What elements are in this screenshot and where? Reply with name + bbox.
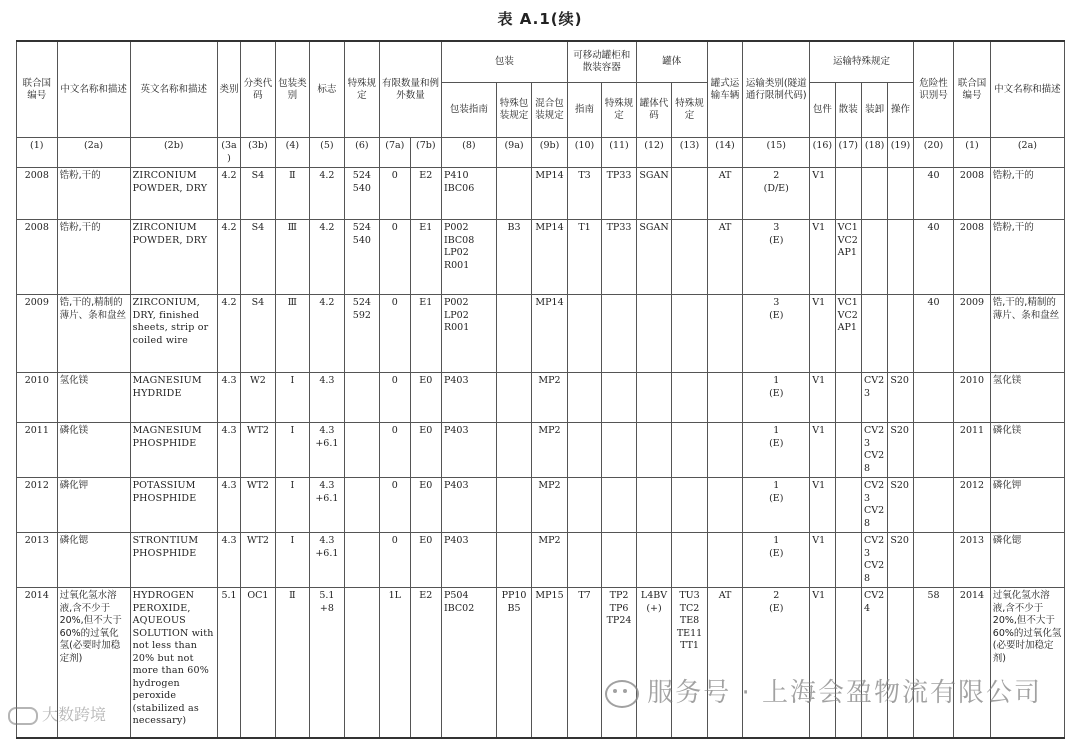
cell-v: V1 <box>810 478 835 533</box>
cell-cat <box>743 220 810 295</box>
cell-label: 4.3 +6.1 <box>310 533 344 588</box>
cell-cat <box>743 168 810 220</box>
cell-ti <box>567 295 601 373</box>
column-number: (8) <box>441 138 496 168</box>
header-cn-name: 中文名称和描述 <box>57 41 130 138</box>
cell-cv: CV23 CV28 <box>861 478 887 533</box>
table-row <box>17 423 1065 478</box>
cell-s: S20 <box>888 478 913 533</box>
column-number: (13) <box>672 138 708 168</box>
cell-eq: E1 <box>410 295 441 373</box>
cell-code: S4 <box>241 220 275 295</box>
header-class: 类别 <box>217 41 240 138</box>
transport-category: 1 <box>773 375 780 386</box>
cell-sp <box>344 423 380 478</box>
cell-en: POTASSIUM PHOSPHIDE <box>130 478 217 533</box>
header-portable-tanks: 可移动罐柜和散装容器 <box>567 41 636 83</box>
cell-tcs <box>672 373 708 423</box>
cell-cn: 磷化钾 <box>57 478 130 533</box>
header-transport-category: 运输类别(隧道通行限制代码) <box>743 41 810 138</box>
cell-cls: 4.2 <box>217 168 240 220</box>
cell-pi: P403 <box>441 423 496 478</box>
cell-ti <box>567 423 601 478</box>
cell-mix: MP14 <box>532 220 568 295</box>
cell-pi: P410 IBC06 <box>441 168 496 220</box>
cell-un2: 2011 <box>954 423 991 478</box>
cell-tsp <box>602 295 637 373</box>
cell-eq: E0 <box>410 373 441 423</box>
table-row <box>17 478 1065 533</box>
cell-tcs <box>672 423 708 478</box>
column-number: (5) <box>310 138 344 168</box>
cell-s <box>888 220 913 295</box>
cell-un2: 2013 <box>954 533 991 588</box>
cell-cn: 磷化锶 <box>57 533 130 588</box>
transport-category: 2 <box>773 590 780 601</box>
column-number: (17) <box>835 138 861 168</box>
header-label: 标志 <box>310 41 344 138</box>
cell-vc <box>835 373 861 423</box>
tunnel-code: (E) <box>769 309 784 321</box>
cell-v: V1 <box>810 220 835 295</box>
cell-s: S20 <box>888 373 913 423</box>
cell-en: ZIRCONIUM POWDER, DRY <box>130 168 217 220</box>
cell-tsp: TP33 <box>602 220 637 295</box>
cell-lq: 0 <box>380 295 410 373</box>
cell-tcs <box>672 168 708 220</box>
table-row <box>17 533 1065 588</box>
header-packaging: 包装 <box>441 41 567 83</box>
cell-en: ZIRCONIUM, DRY, finished sheets, strip or coiled wire <box>130 295 217 373</box>
cell-s <box>888 588 913 738</box>
cell-label: 4.2 <box>310 168 344 220</box>
wechat-icon <box>605 680 639 708</box>
cell-en: STRONTIUM PHOSPHIDE <box>130 533 217 588</box>
cell-lq: 0 <box>380 220 410 295</box>
cell-cv: CV23 <box>861 373 887 423</box>
cell-sp: 524 592 <box>344 295 380 373</box>
tunnel-code: (E) <box>769 387 784 399</box>
table-title: 表 A.1(续) <box>497 10 583 28</box>
cell-un2: 2009 <box>954 295 991 373</box>
cell-cn2: 氢化镁 <box>990 373 1064 423</box>
header-pack-instruction: 包装指南 <box>441 83 496 138</box>
cell-v: V1 <box>810 373 835 423</box>
cell-cls: 4.3 <box>217 373 240 423</box>
cell-lq: 0 <box>380 373 410 423</box>
cell-eq: E2 <box>410 168 441 220</box>
cell-cn: 锆,干的,精制的薄片、条和盘丝 <box>57 295 130 373</box>
tunnel-code: (E) <box>769 492 784 504</box>
cell-hid: 58 <box>913 588 954 738</box>
cell-psp <box>496 373 532 423</box>
cell-v: V1 <box>810 588 835 738</box>
cell-vc: VC1 VC2 AP1 <box>835 295 861 373</box>
cell-cn: 过氧化氢水溶液,含不少于20%,但不大于60%的过氧化氢(必要时加稳定剂) <box>57 588 130 738</box>
cell-un2: 2008 <box>954 220 991 295</box>
cell-cv <box>861 220 887 295</box>
cell-tcs <box>672 533 708 588</box>
header-transport-special: 运输特殊规定 <box>810 41 913 83</box>
cell-cv <box>861 168 887 220</box>
header-operation: 操作 <box>888 83 913 138</box>
cell-lq: 0 <box>380 168 410 220</box>
transport-category: 1 <box>773 425 780 436</box>
cell-hid: 40 <box>913 168 954 220</box>
cell-tc <box>636 295 672 373</box>
cell-en: MAGNESIUM PHOSPHIDE <box>130 423 217 478</box>
table-row <box>17 588 1065 738</box>
cell-code: WT2 <box>241 533 275 588</box>
cell-lq: 0 <box>380 423 410 478</box>
cell-ti: T3 <box>567 168 601 220</box>
column-number: (4) <box>275 138 309 168</box>
cell-veh <box>707 533 743 588</box>
cell-veh <box>707 295 743 373</box>
cell-mix: MP2 <box>532 478 568 533</box>
header-cn-name-right: 中文名称和描述 <box>990 41 1064 138</box>
cell-veh <box>707 373 743 423</box>
header-tank-special: 特殊规定 <box>672 83 708 138</box>
header-special-provisions: 特殊规定 <box>344 41 380 138</box>
logo-icon <box>8 707 38 725</box>
column-number: (10) <box>567 138 601 168</box>
cell-tsp <box>602 423 637 478</box>
cell-pg: Ⅰ <box>275 533 309 588</box>
cell-psp <box>496 168 532 220</box>
cell-vc <box>835 478 861 533</box>
cell-en: HYDROGEN PEROXIDE, AQUEOUS SOLUTION with not less than 20% but not more than 60% hydrogen peroxide (stabilized as necessary) <box>130 588 217 738</box>
cell-code: W2 <box>241 373 275 423</box>
cell-tc <box>636 533 672 588</box>
cell-hid: 40 <box>913 220 954 295</box>
cell-pg: Ⅱ <box>275 588 309 738</box>
cell-sp: 524 540 <box>344 168 380 220</box>
cell-tsp <box>602 373 637 423</box>
cell-mix: MP2 <box>532 423 568 478</box>
cell-pg: Ⅰ <box>275 423 309 478</box>
watermark-logo <box>8 702 106 725</box>
cell-label: 4.3 +6.1 <box>310 478 344 533</box>
cell-un2: 2008 <box>954 168 991 220</box>
tunnel-code: (E) <box>769 547 784 559</box>
cell-tc <box>636 373 672 423</box>
dangerous-goods-table <box>16 40 1065 739</box>
transport-category: 1 <box>773 480 780 491</box>
header-packages: 包件 <box>810 83 835 138</box>
cell-un: 2008 <box>17 168 58 220</box>
table-row <box>17 220 1065 295</box>
cell-psp <box>496 533 532 588</box>
cell-s: S20 <box>888 533 913 588</box>
cell-sp: 524 540 <box>344 220 380 295</box>
cell-psp: B3 <box>496 220 532 295</box>
cell-vc <box>835 588 861 738</box>
cell-s: S20 <box>888 423 913 478</box>
header-tank-code: 罐体代码 <box>636 83 672 138</box>
cell-en: MAGNESIUM HYDRIDE <box>130 373 217 423</box>
cell-cn: 锆粉,干的 <box>57 168 130 220</box>
header-portable-instruction: 指南 <box>567 83 601 138</box>
cell-eq: E0 <box>410 423 441 478</box>
cell-vc <box>835 423 861 478</box>
cell-pi: P403 <box>441 533 496 588</box>
column-number: (3a) <box>217 138 240 168</box>
cell-s <box>888 295 913 373</box>
header-en-name: 英文名称和描述 <box>130 41 217 138</box>
cell-hid <box>913 373 954 423</box>
column-number: (6) <box>344 138 380 168</box>
cell-pg: Ⅲ <box>275 220 309 295</box>
cell-pg: Ⅰ <box>275 478 309 533</box>
cell-tsp <box>602 478 637 533</box>
cell-pg: Ⅱ <box>275 168 309 220</box>
cell-code: WT2 <box>241 478 275 533</box>
column-number: (3b) <box>241 138 275 168</box>
table-row <box>17 373 1065 423</box>
cell-pg: Ⅲ <box>275 295 309 373</box>
cell-hid <box>913 478 954 533</box>
cell-pi: P403 <box>441 478 496 533</box>
header-portable-special: 特殊规定 <box>602 83 637 138</box>
cell-lq: 1L <box>380 588 410 738</box>
header-mixed-packing: 混合包装规定 <box>532 83 568 138</box>
tunnel-code: (E) <box>769 437 784 449</box>
cell-tcs <box>672 478 708 533</box>
header-class-code: 分类代码 <box>241 41 275 138</box>
header-tank: 罐体 <box>636 41 707 83</box>
cell-veh: AT <box>707 220 743 295</box>
cell-pi: P002 LP02 R001 <box>441 295 496 373</box>
cell-hid: 40 <box>913 295 954 373</box>
cell-tc <box>636 478 672 533</box>
cell-cat <box>743 373 810 423</box>
cell-v: V1 <box>810 423 835 478</box>
cell-eq: E1 <box>410 220 441 295</box>
column-number: (7a) <box>380 138 410 168</box>
column-number: (16) <box>810 138 835 168</box>
column-number: (12) <box>636 138 672 168</box>
column-number: (2a) <box>57 138 130 168</box>
cell-cat <box>743 533 810 588</box>
cell-cn: 磷化镁 <box>57 423 130 478</box>
cell-cn2: 锆粉,干的 <box>990 220 1064 295</box>
cell-mix: MP15 <box>532 588 568 738</box>
cell-tcs: TU3 TC2 TE8 TE11 TT1 <box>672 588 708 738</box>
cell-veh <box>707 423 743 478</box>
transport-category: 2 <box>773 170 780 181</box>
tunnel-code: (E) <box>769 234 784 246</box>
cell-vc <box>835 533 861 588</box>
cell-ti <box>567 478 601 533</box>
cell-v: V1 <box>810 168 835 220</box>
cell-mix: MP14 <box>532 168 568 220</box>
cell-pi: P002 IBC08 LP02 R001 <box>441 220 496 295</box>
column-number: (9b) <box>532 138 568 168</box>
cell-ti <box>567 533 601 588</box>
transport-category: 3 <box>773 297 780 308</box>
cell-vc <box>835 168 861 220</box>
cell-label: 5.1 +8 <box>310 588 344 738</box>
header-un-no: 联合国编号 <box>17 41 58 138</box>
cell-cn2: 磷化镁 <box>990 423 1064 478</box>
cell-un: 2013 <box>17 533 58 588</box>
cell-ti: T1 <box>567 220 601 295</box>
cell-sp <box>344 373 380 423</box>
cell-sp <box>344 588 380 738</box>
header-pack-special: 特殊包装规定 <box>496 83 532 138</box>
cell-cls: 4.3 <box>217 478 240 533</box>
cell-ti: T7 <box>567 588 601 738</box>
cell-psp <box>496 423 532 478</box>
cell-lq: 0 <box>380 478 410 533</box>
column-number: (9a) <box>496 138 532 168</box>
cell-s <box>888 168 913 220</box>
column-number: (19) <box>888 138 913 168</box>
cell-label: 4.3 +6.1 <box>310 423 344 478</box>
column-number: (20) <box>913 138 954 168</box>
column-number: (1) <box>17 138 58 168</box>
cell-tsp: TP33 <box>602 168 637 220</box>
cell-veh: AT <box>707 168 743 220</box>
cell-label: 4.2 <box>310 295 344 373</box>
cell-cn2: 锆,干的,精制的薄片、条和盘丝 <box>990 295 1064 373</box>
cell-ti <box>567 373 601 423</box>
header-loading: 装卸 <box>861 83 887 138</box>
cell-cv <box>861 295 887 373</box>
cell-tsp: TP2 TP6 TP24 <box>602 588 637 738</box>
cell-un: 2008 <box>17 220 58 295</box>
watermark <box>605 672 1042 709</box>
cell-hid <box>913 423 954 478</box>
cell-eq: E0 <box>410 533 441 588</box>
cell-mix: MP14 <box>532 295 568 373</box>
cell-pi: P403 <box>441 373 496 423</box>
cell-cn: 氢化镁 <box>57 373 130 423</box>
cell-cls: 4.3 <box>217 533 240 588</box>
cell-cls: 4.2 <box>217 220 240 295</box>
column-number: (15) <box>743 138 810 168</box>
cell-cn2: 磷化锶 <box>990 533 1064 588</box>
cell-cn2: 锆粉,干的 <box>990 168 1064 220</box>
cell-hid <box>913 533 954 588</box>
cell-sp <box>344 533 380 588</box>
cell-v: V1 <box>810 295 835 373</box>
cell-un2: 2012 <box>954 478 991 533</box>
cell-un: 2011 <box>17 423 58 478</box>
cell-cn: 锆粉,干的 <box>57 220 130 295</box>
header-bulk: 散装 <box>835 83 861 138</box>
column-number: (14) <box>707 138 743 168</box>
cell-pi: P504 IBC02 <box>441 588 496 738</box>
cell-cls: 5.1 <box>217 588 240 738</box>
cell-tcs <box>672 295 708 373</box>
cell-en: ZIRCONIUM POWDER, DRY <box>130 220 217 295</box>
column-number: (1) <box>954 138 991 168</box>
transport-category: 3 <box>773 222 780 233</box>
transport-category: 1 <box>773 535 780 546</box>
cell-mix: MP2 <box>532 533 568 588</box>
cell-un: 2014 <box>17 588 58 738</box>
cell-un: 2010 <box>17 373 58 423</box>
cell-sp <box>344 478 380 533</box>
cell-eq: E2 <box>410 588 441 738</box>
table-row <box>17 295 1065 373</box>
column-number: (7b) <box>410 138 441 168</box>
cell-cat <box>743 423 810 478</box>
cell-cv: CV23 CV28 <box>861 533 887 588</box>
cell-cv: CV24 <box>861 588 887 738</box>
cell-eq: E0 <box>410 478 441 533</box>
cell-v: V1 <box>810 533 835 588</box>
cell-code: OC1 <box>241 588 275 738</box>
table-row <box>17 168 1065 220</box>
header-packing-group: 包装类别 <box>275 41 309 138</box>
cell-veh <box>707 478 743 533</box>
cell-tc: L4BV (+) <box>636 588 672 738</box>
watermark-text: 服务号 · 上海会盈物流有限公司 <box>647 678 1042 708</box>
header-un-no-right: 联合国编号 <box>954 41 991 138</box>
cell-label: 4.3 <box>310 373 344 423</box>
watermark-logo-text: 大数跨境 <box>42 705 107 724</box>
cell-cls: 4.2 <box>217 295 240 373</box>
cell-cls: 4.3 <box>217 423 240 478</box>
cell-un2: 2014 <box>954 588 991 738</box>
cell-tc <box>636 423 672 478</box>
cell-tc: SGAN <box>636 220 672 295</box>
cell-un2: 2010 <box>954 373 991 423</box>
cell-lq: 0 <box>380 533 410 588</box>
column-number: (2b) <box>130 138 217 168</box>
cell-un: 2012 <box>17 478 58 533</box>
cell-tsp <box>602 533 637 588</box>
cell-psp <box>496 478 532 533</box>
header-hazard-id: 危险性识别号 <box>913 41 954 138</box>
cell-mix: MP2 <box>532 373 568 423</box>
cell-cn2: 磷化钾 <box>990 478 1064 533</box>
tunnel-code: (D/E) <box>763 182 789 194</box>
column-number: (2a) <box>990 138 1064 168</box>
cell-vc: VC1 VC2 AP1 <box>835 220 861 295</box>
cell-psp: PP10 B5 <box>496 588 532 738</box>
cell-cat <box>743 588 810 738</box>
cell-veh: AT <box>707 588 743 738</box>
cell-cv: CV23 CV28 <box>861 423 887 478</box>
tunnel-code: (E) <box>769 602 784 614</box>
header-tank-vehicle: 罐式运输车辆 <box>707 41 743 138</box>
cell-label: 4.2 <box>310 220 344 295</box>
cell-code: WT2 <box>241 423 275 478</box>
column-number: (18) <box>861 138 887 168</box>
cell-cat <box>743 295 810 373</box>
cell-pg: Ⅰ <box>275 373 309 423</box>
column-number: (11) <box>602 138 637 168</box>
cell-cn2: 过氧化氢水溶液,含不少于20%,但不大于60%的过氧化氢(必要时加稳定剂) <box>990 588 1064 738</box>
header-limited-excepted-qty: 有限数量和例外数量 <box>380 41 442 138</box>
cell-code: S4 <box>241 168 275 220</box>
cell-cat <box>743 478 810 533</box>
cell-code: S4 <box>241 295 275 373</box>
cell-psp <box>496 295 532 373</box>
cell-tcs <box>672 220 708 295</box>
cell-un: 2009 <box>17 295 58 373</box>
cell-tc: SGAN <box>636 168 672 220</box>
